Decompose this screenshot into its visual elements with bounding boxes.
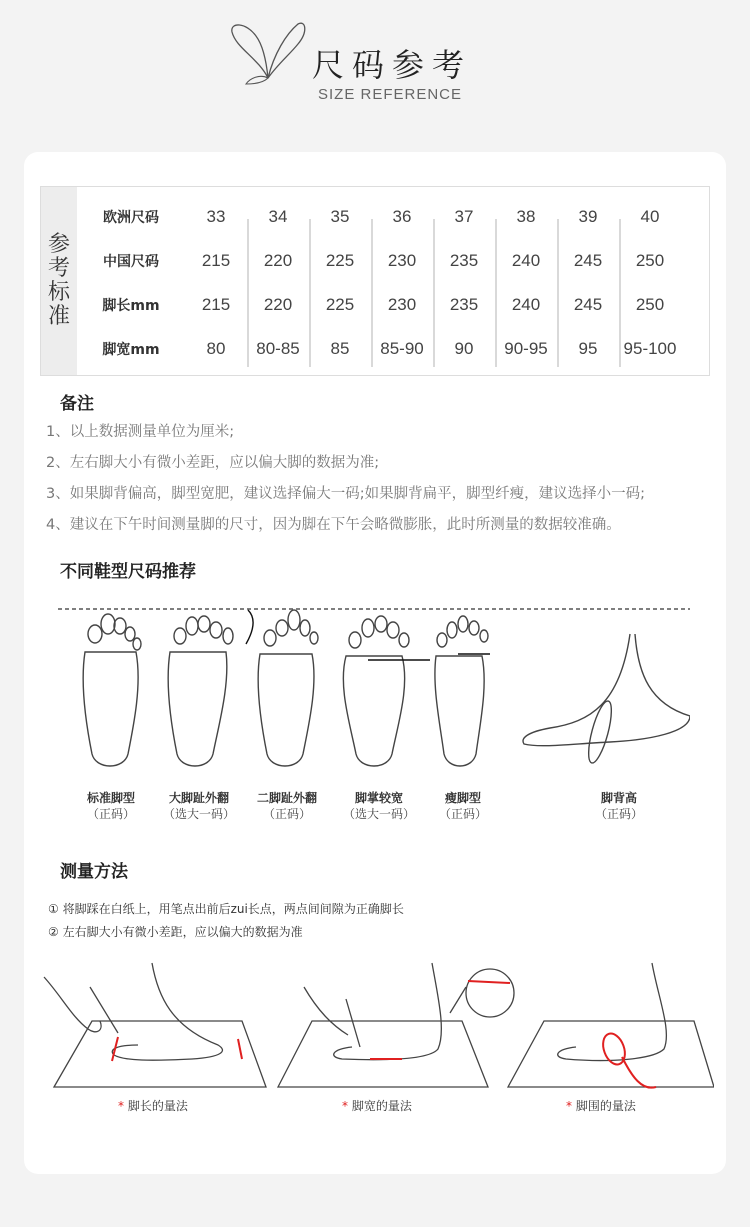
caption-text: 脚长的量法	[127, 1099, 188, 1113]
table-cell: 90	[454, 339, 474, 358]
star-icon: *	[118, 1099, 124, 1113]
table-cell: 245	[573, 251, 603, 270]
star-icon: *	[342, 1099, 348, 1113]
table-cell: 36	[392, 207, 412, 226]
table-cell: 80-85	[256, 339, 300, 358]
note-item: 1、以上数据测量单位为厘米;	[46, 424, 235, 440]
table-cell: 39	[578, 207, 598, 226]
measure-step: ② 左右脚大小有微小差距，应以偏大的数据为准	[48, 925, 303, 939]
table-cell: 40	[640, 207, 660, 226]
table-cell: 95-100	[623, 339, 677, 358]
table-cell: 240	[511, 251, 541, 270]
caption-text: 脚围的量法	[575, 1099, 636, 1113]
measure-caption	[566, 1097, 636, 1114]
measure-step: ① 将脚踩在白纸上，用笔点出前后zui长点，两点间间隙为正确脚长	[48, 902, 404, 916]
foot-type-name: 标准脚型	[86, 791, 135, 805]
table-cell: 220	[263, 295, 293, 314]
table-row-eu	[77, 195, 709, 239]
table-side-label	[41, 187, 77, 375]
table-cell: 35	[330, 207, 350, 226]
caption-text: 脚宽的量法	[351, 1099, 412, 1113]
foot-types-illustration	[50, 604, 690, 784]
foot-type-name: 二脚趾外翻	[256, 791, 317, 805]
foot-type-advice: （选大一码）	[342, 807, 415, 821]
foot-type-advice: （选大一码）	[162, 807, 235, 821]
table-cell: 245	[573, 295, 603, 314]
foot-type-name: 脚掌较宽	[354, 791, 403, 805]
butterfly-icon	[228, 18, 308, 88]
table-cell: 85	[330, 339, 350, 358]
side-char: 参	[47, 232, 70, 257]
foot-type-label	[334, 790, 424, 822]
measure-caption	[342, 1097, 412, 1114]
foot-type-advice: （正码）	[594, 807, 643, 821]
table-cell: 240	[511, 295, 541, 314]
table-cell: 34	[268, 207, 288, 226]
foot-type-label	[154, 790, 244, 822]
side-char: 准	[47, 304, 70, 329]
side-char: 标	[47, 280, 70, 305]
measure-caption	[118, 1097, 188, 1114]
table-cell: 215	[201, 251, 231, 270]
table-cell: 90-95	[504, 339, 548, 358]
table-row-width	[77, 327, 709, 371]
note-item: 4、建议在下午时间测量脚的尺寸，因为脚在下午会略微膨胀，此时所测量的数据较准确。	[46, 517, 621, 533]
foot-type-name: 瘦脚型	[444, 791, 481, 805]
shoe-types-title: 不同鞋型尺码推荐	[60, 562, 196, 582]
table-cell: 225	[325, 295, 355, 314]
table-cell: 220	[263, 251, 293, 270]
table-row-cn	[77, 239, 709, 283]
table-cell: 225	[325, 251, 355, 270]
header	[0, 0, 750, 150]
measure-title: 测量方法	[60, 862, 128, 882]
row-label: 欧洲尺码	[103, 210, 159, 226]
foot-type-name: 脚背高	[600, 791, 637, 805]
notes-title: 备注	[60, 394, 94, 414]
table-cell: 37	[454, 207, 474, 226]
table-cell: 250	[635, 251, 665, 270]
table-cell: 215	[201, 295, 231, 314]
foot-type-advice: （正码）	[262, 807, 311, 821]
foot-type-name: 大脚趾外翻	[168, 791, 229, 805]
note-item: 3、如果脚背偏高，脚型宽肥，建议选择偏大一码;如果脚背扁平，脚型纤瘦，建议选择小一码;	[46, 486, 645, 502]
side-char: 考	[47, 256, 70, 281]
foot-type-label	[418, 790, 508, 822]
row-label: 中国尺码	[103, 254, 159, 270]
table-cell: 230	[387, 251, 417, 270]
table-cell: 85-90	[380, 339, 424, 358]
size-table	[40, 186, 710, 376]
foot-type-label	[574, 790, 664, 822]
note-item: 2、左右脚大小有微小差距，应以偏大脚的数据为准;	[46, 455, 380, 471]
table-cell: 250	[635, 295, 665, 314]
star-icon: *	[566, 1099, 572, 1113]
row-label: 脚宽mm	[102, 342, 160, 358]
table-cell: 235	[449, 295, 479, 314]
table-cell: 80	[206, 339, 226, 358]
content-card	[24, 152, 726, 1174]
size-table-body	[77, 187, 709, 375]
table-cell: 95	[578, 339, 598, 358]
row-label: 脚长mm	[102, 298, 160, 314]
table-cell: 235	[449, 251, 479, 270]
foot-type-label	[66, 790, 156, 822]
foot-type-advice: （正码）	[438, 807, 487, 821]
table-cell: 38	[516, 207, 536, 226]
table-cell: 33	[206, 207, 226, 226]
page-subtitle: SIZE REFERENCE	[318, 86, 463, 103]
foot-type-advice: （正码）	[86, 807, 135, 821]
page-title: 尺码参考	[312, 46, 473, 84]
table-cell: 230	[387, 295, 417, 314]
table-row-length	[77, 283, 709, 327]
foot-type-label	[242, 790, 332, 822]
